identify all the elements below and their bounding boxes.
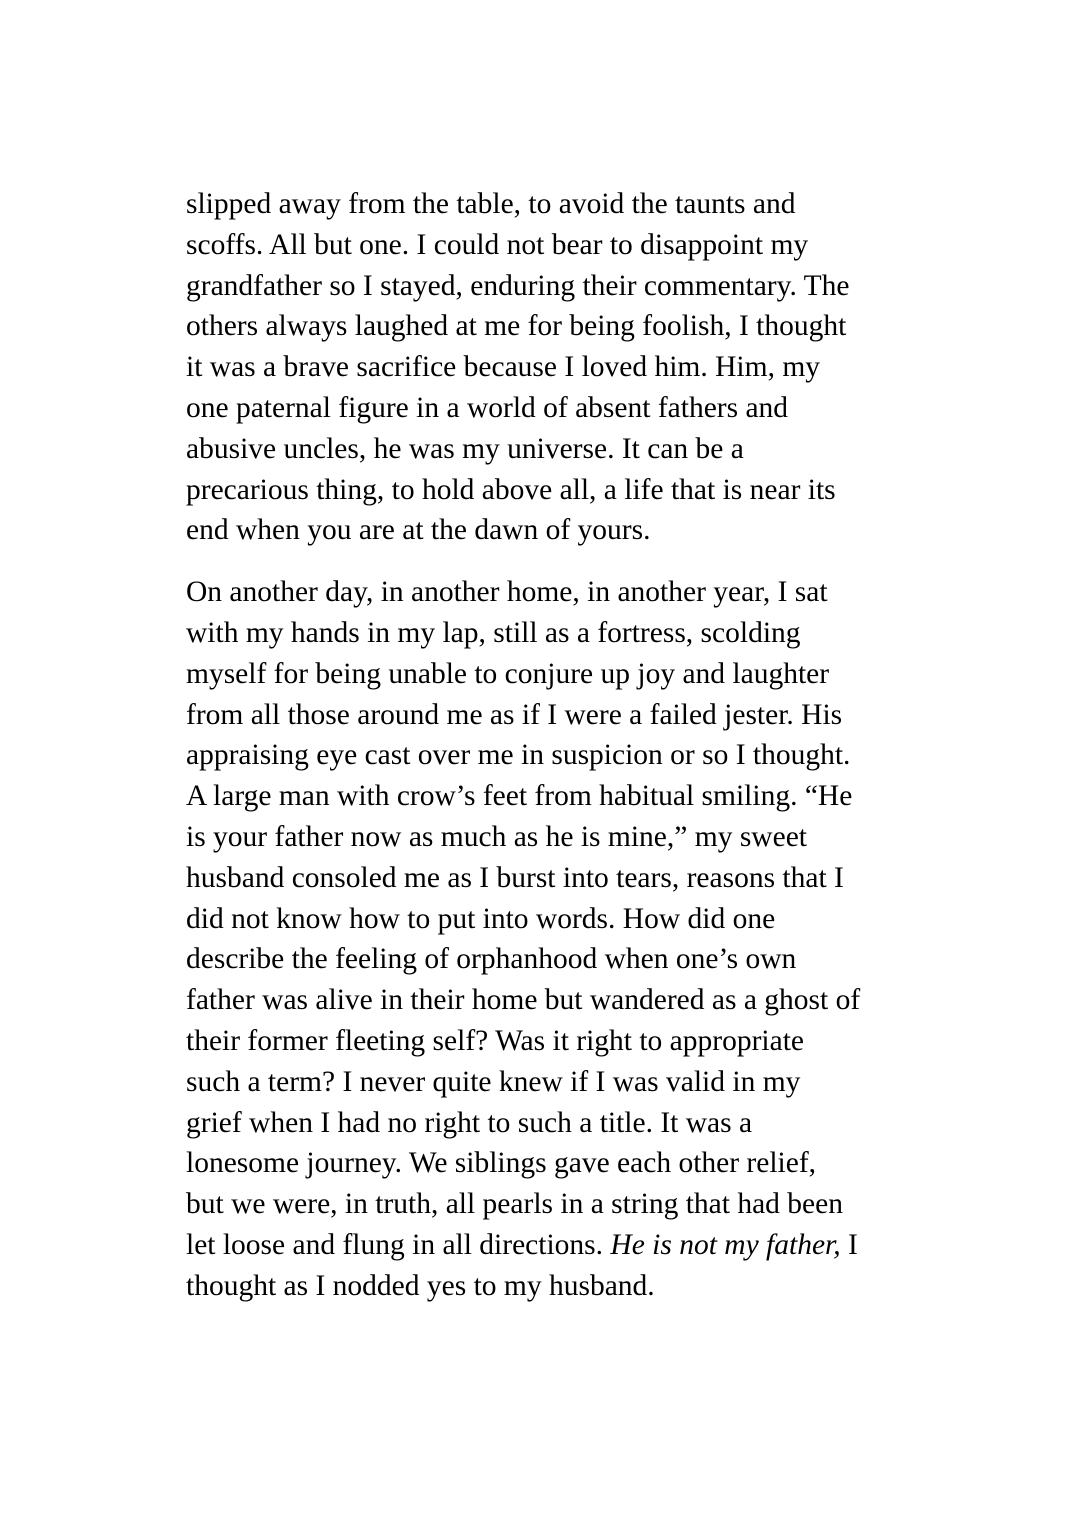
paragraph-line: scoffs. All but one. I could not bear to disappoint my <box>186 228 809 261</box>
paragraph-line: abusive uncles, he was my universe. It can be a <box>186 432 744 465</box>
paragraph-2 <box>186 572 926 1306</box>
paragraph-line: A large man with crow’s feet from habitual smiling. “He <box>186 780 853 813</box>
paragraph-line: lonesome journey. We siblings gave each other relief, <box>186 1147 817 1180</box>
paragraph-line: grandfather so I stayed, enduring their commentary. The <box>186 269 850 302</box>
paragraph-line: is your father now as much as he is mine,” my sweet <box>186 820 807 853</box>
paragraph-line: appraising eye cast over me in suspicion or so I thought. <box>186 739 851 772</box>
paragraph-line: others always laughed at me for being foolish, I thought <box>186 310 847 343</box>
paragraph-line: one paternal figure in a world of absent fathers and <box>186 391 789 424</box>
body-text <box>186 184 926 1307</box>
line-text-after: I <box>840 1228 858 1261</box>
paragraph-line: father was alive in their home but wandered as a ghost of <box>186 984 861 1017</box>
paragraph-1 <box>186 184 926 551</box>
paragraph-line: with my hands in my lap, still as a fortress, scolding <box>186 616 801 649</box>
paragraph-line: grief when I had no right to such a title. It was a <box>186 1106 753 1139</box>
paragraph-line: husband consoled me as I burst into tears, reasons that I <box>186 861 844 894</box>
paragraph-line: their former fleeting self? Was it right to appropriate <box>186 1024 805 1057</box>
paragraph-line: thought as I nodded yes to my husband. <box>186 1269 655 1302</box>
paragraph-line: from all those around me as if I were a failed jester. His <box>186 698 843 731</box>
paragraph-line: myself for being unable to conjure up joy and laughter <box>186 657 830 690</box>
paragraph-line: such a term? I never quite knew if I was valid in my <box>186 1065 801 1098</box>
paragraph-line: On another day, in another home, in another year, I sat <box>186 576 828 609</box>
paragraph-line: but we were, in truth, all pearls in a string that had been <box>186 1188 843 1221</box>
italic-phrase: He is not my father, <box>610 1228 841 1261</box>
paragraph-line: slipped away from the table, to avoid the taunts and <box>186 188 796 220</box>
paragraph-line: precarious thing, to hold above all, a life that is near its <box>186 473 836 506</box>
paragraph-line: it was a brave sacrifice because I loved him. Him, my <box>186 351 821 384</box>
paragraph-line: did not know how to put into words. How did one <box>186 902 776 935</box>
paragraph-line-with-italic <box>186 1225 926 1266</box>
line-text-before: let loose and flung in all directions. <box>186 1228 611 1261</box>
paragraph-line: end when you are at the dawn of yours. <box>186 514 651 547</box>
paragraph-spacer <box>186 551 926 572</box>
paragraph-line: describe the feeling of orphanhood when one’s own <box>186 943 797 976</box>
